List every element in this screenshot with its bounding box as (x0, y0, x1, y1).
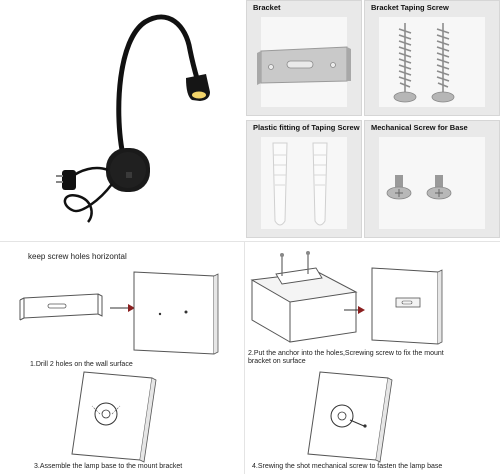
tile-base-screw (364, 120, 500, 238)
bracket-icon (247, 1, 363, 117)
mount-bracket-diagram (246, 246, 500, 352)
tile-label: Bracket Taping Screw (371, 3, 449, 12)
tile-label: Bracket (253, 3, 281, 12)
fasten-base-diagram (246, 370, 500, 464)
section-divider (0, 241, 500, 242)
step-2-illustration (246, 246, 500, 352)
tile-bracket (246, 0, 362, 116)
lamp-product-photo (0, 0, 238, 240)
gooseneck-lamp-illustration (0, 0, 238, 240)
assemble-base-diagram (0, 370, 240, 464)
step-2-caption: 2.Put the anchor into the holes,Screwing screw to fix the mount bracket on surface (248, 350, 444, 365)
screw-icon (365, 1, 500, 117)
step-3-illustration (0, 370, 240, 464)
drill-holes-diagram (0, 262, 240, 362)
column-divider (244, 241, 245, 474)
machine-screw-icon (365, 121, 500, 239)
step-heading: keep screw holes horizontal (28, 252, 127, 261)
wall-anchor-icon (247, 121, 363, 239)
tile-label: Mechanical Screw for Base (371, 123, 468, 132)
tile-taping-screw (364, 0, 500, 116)
step-1-illustration (0, 262, 240, 362)
step-4-caption: 4.Srewing the shot mechanical screw to fasten the lamp base (252, 463, 443, 470)
step-1-caption: 1.Drill 2 holes on the wall surface (30, 361, 133, 368)
tile-plastic-fitting (246, 120, 362, 238)
step-4-illustration (246, 370, 500, 464)
tile-label: Plastic fitting of Taping Screw (253, 123, 360, 132)
step-3-caption: 3.Assemble the lamp base to the mount bracket (34, 463, 183, 470)
